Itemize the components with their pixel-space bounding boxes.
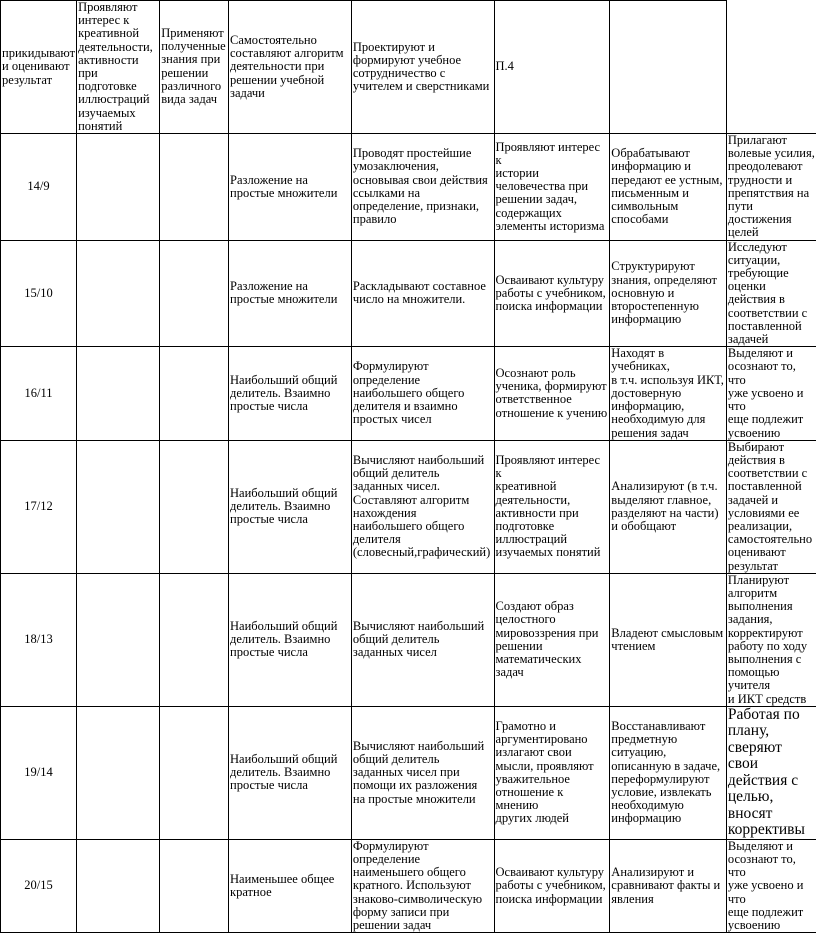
- subject-result: Формулируют определение наибольшего общего делителя и взаимно простых чисел: [351, 347, 494, 440]
- regulatory-result: Планируют алгоритм выполнения задания, корректируют работу по ходу выполнения с помощью учителя и ИКТ средств: [726, 573, 816, 706]
- header-cell-empty-1: [610, 1, 727, 134]
- lesson-topic: Разложение на простые множители: [229, 240, 352, 347]
- regulatory-result: Выделяют и осознают то, что уже усвоено и что еще подлежит усвоению: [726, 839, 816, 932]
- header-cell-apply: Применяют полученные знания при решении различного вида задач: [160, 1, 229, 134]
- empty-cell: [77, 573, 160, 706]
- empty-cell: [77, 706, 160, 839]
- lesson-topic: Наибольший общий делитель. Взаимно простые числа: [229, 440, 352, 573]
- empty-cell: [77, 134, 160, 241]
- empty-cell: [160, 440, 229, 573]
- personal-result: Осознают роль ученика, формируют ответственное отношение к учению: [494, 347, 610, 440]
- lesson-topic: Наибольший общий делитель. Взаимно простые числа: [229, 706, 352, 839]
- empty-cell: [160, 347, 229, 440]
- cognitive-result: Обрабатывают информацию и передают ее устным, письменным и символьным способами: [610, 134, 727, 241]
- regulatory-result: Исследуют ситуации, требующие оценки действия в соответствии с поставленной задачей: [726, 240, 816, 347]
- subject-result: Вычисляют наибольший общий делитель заданных чисел. Составляют алгоритм нахождения наибольшего общего делителя (словесный,графический): [351, 440, 494, 573]
- header-row: [1, 1, 816, 134]
- personal-result: Осваивают культуру работы с учебником, поиска информации: [494, 839, 610, 932]
- empty-cell: [160, 134, 229, 241]
- subject-result: Вычисляют наибольший общий делитель заданных чисел при помощи их разложения на простые множители: [351, 706, 494, 839]
- empty-cell: [77, 440, 160, 573]
- empty-cell: [77, 347, 160, 440]
- empty-cell: [160, 706, 229, 839]
- empty-cell: [77, 839, 160, 932]
- cognitive-result: Восстанавливают предметную ситуацию, описанную в задаче, переформулируют условие, извлекать необходимую информацию: [610, 706, 727, 839]
- personal-result: Осваивают культуру работы с учебником, поиска информации: [494, 240, 610, 347]
- lesson-number: 19/14: [1, 706, 77, 839]
- header-cell-interest: Проявляют интерес к креативной деятельности, активности при подготовке иллюстраций изучаемых понятий: [77, 1, 160, 134]
- cognitive-result: Находят в учебниках, в т.ч. используя ИКТ, достоверную информацию, необходимую для решения задач: [610, 347, 727, 440]
- personal-result: Проявляют интерес к истории человечества при решении задач, содержащих элементы историзма: [494, 134, 610, 241]
- lesson-topic: Разложение на простые множители: [229, 134, 352, 241]
- table-row: [1, 134, 816, 241]
- header-cell-empty-2: [726, 1, 816, 134]
- lesson-number: 15/10: [1, 240, 77, 347]
- lesson-number: 14/9: [1, 134, 77, 241]
- lesson-topic: Наименьшее общее кратное: [229, 839, 352, 932]
- lesson-number: 17/12: [1, 440, 77, 573]
- table-row: [1, 240, 816, 347]
- regulatory-result: Работая по плану, сверяют свои действия с целью, вносят коррективы: [726, 706, 816, 839]
- empty-cell: [160, 240, 229, 347]
- empty-cell: [77, 240, 160, 347]
- personal-result: Создают образ целостного мировоззрения при решении математических задач: [494, 573, 610, 706]
- header-cell-paragraph: П.4: [494, 1, 610, 134]
- table-row: [1, 706, 816, 839]
- lesson-topic: Наибольший общий делитель. Взаимно простые числа: [229, 347, 352, 440]
- regulatory-result: Выбирают действия в соответствии с поставленной задачей и условиями ее реализации, самостоятельно оценивают результат: [726, 440, 816, 573]
- regulatory-result: Выделяют и осознают то, что уже усвоено и что еще подлежит усвоению: [726, 347, 816, 440]
- personal-result: Грамотно и аргументировано излагают свои мысли, проявляют уважительное отношение к мнению других людей: [494, 706, 610, 839]
- cognitive-result: Анализируют (в т.ч. выделяют главное, разделяют на части) и обобщают: [610, 440, 727, 573]
- header-cell-cooperation: Проектируют и формируют учебное сотрудничество с учителем и сверстниками: [351, 1, 494, 134]
- lesson-topic: Наибольший общий делитель. Взаимно простые числа: [229, 573, 352, 706]
- personal-result: Проявляют интерес к креативной деятельности, активности при подготовке иллюстраций изучаемых понятий: [494, 440, 610, 573]
- header-cell-algorithm: Самостоятельно составляют алгоритм деятельности при решении учебной задачи: [229, 1, 352, 134]
- regulatory-result: Прилагают волевые усилия, преодолевают трудности и препятствия на пути достижения целей: [726, 134, 816, 241]
- empty-cell: [160, 573, 229, 706]
- subject-result: Раскладывают составное число на множители.: [351, 240, 494, 347]
- lesson-number: 18/13: [1, 573, 77, 706]
- cognitive-result: Владеют смысловым чтением: [610, 573, 727, 706]
- subject-result: Формулируют определение наименьшего общего кратного. Используют знаково-символическую форму записи при решении задач: [351, 839, 494, 932]
- subject-result: Проводят простейшие умозаключения, основывая свои действия ссылками на определение, признаки, правило: [351, 134, 494, 241]
- lesson-number: 20/15: [1, 839, 77, 932]
- table-row: [1, 573, 816, 706]
- lesson-number: 16/11: [1, 347, 77, 440]
- header-cell-result: прикидывают и оценивают результат: [1, 1, 77, 134]
- table-row: [1, 839, 816, 932]
- table-row: [1, 440, 816, 573]
- cognitive-result: Структурируют знания, определяют основную и второстепенную информацию: [610, 240, 727, 347]
- cognitive-result: Анализируют и сравнивают факты и явления: [610, 839, 727, 932]
- empty-cell: [160, 839, 229, 932]
- subject-result: Вычисляют наибольший общий делитель заданных чисел: [351, 573, 494, 706]
- table-row: [1, 347, 816, 440]
